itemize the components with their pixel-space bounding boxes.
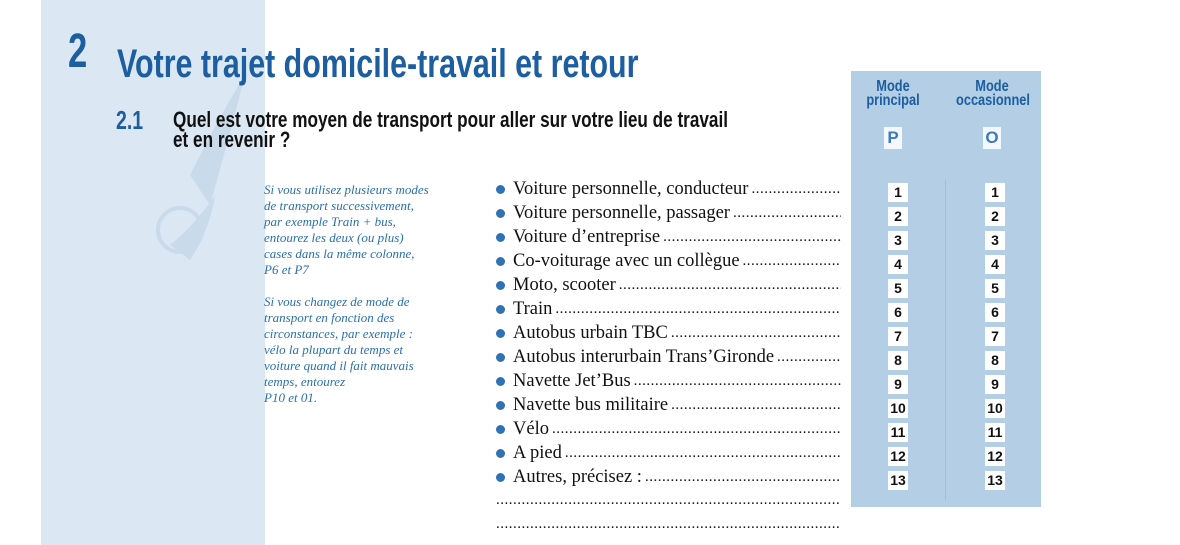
dot-leader	[733, 205, 841, 222]
code-box-principal[interactable]: 11	[888, 423, 908, 442]
mode-header-line: principal	[866, 92, 920, 109]
code-box-occasionnel[interactable]: 2	[985, 207, 1005, 226]
list-item	[496, 201, 841, 225]
bullet-icon	[496, 425, 505, 434]
code-box-occasionnel[interactable]: 7	[985, 327, 1005, 346]
code-box-occasionnel[interactable]: 1	[985, 183, 1005, 202]
other-answer-line[interactable]	[496, 492, 841, 509]
code-box-occasionnel[interactable]: 12	[985, 447, 1005, 466]
note-line: par exemple Train + bus,	[264, 214, 396, 229]
note-changing-modes	[264, 294, 474, 406]
note-line: cases dans la même colonne,	[264, 246, 415, 261]
code-box-principal[interactable]: 13	[888, 471, 908, 490]
note-line: de transport successivement,	[264, 198, 414, 213]
option-label: A pied	[513, 442, 562, 463]
bullet-icon	[496, 401, 505, 410]
code-box-occasionnel[interactable]: 8	[985, 351, 1005, 370]
list-item	[496, 297, 841, 321]
section-title: Votre trajet domicile-travail et retour	[117, 42, 639, 86]
note-line: Si vous utilisez plusieurs modes	[264, 182, 429, 197]
list-item	[496, 417, 841, 441]
code-box-occasionnel[interactable]: 3	[985, 231, 1005, 250]
other-answer-line[interactable]	[496, 516, 841, 533]
option-label: Voiture personnelle, passager	[513, 202, 730, 223]
note-line: Si vous changez de mode de	[264, 294, 410, 309]
bullet-icon	[496, 233, 505, 242]
option-label: Navette Jet’Bus	[513, 370, 631, 391]
bullet-icon	[496, 305, 505, 314]
code-box-principal[interactable]: 9	[888, 375, 908, 394]
code-box-occasionnel[interactable]: 13	[985, 471, 1005, 490]
code-box-principal[interactable]: 6	[888, 303, 908, 322]
code-box-principal[interactable]: 1	[888, 183, 908, 202]
code-box-occasionnel[interactable]: 5	[985, 279, 1005, 298]
dot-leader	[565, 445, 841, 462]
list-item	[496, 225, 841, 249]
mode-header-line: occasionnel	[956, 92, 1030, 109]
note-multiple-modes	[264, 182, 474, 278]
code-box-occasionnel[interactable]: 11	[985, 423, 1005, 442]
code-box-principal[interactable]: 12	[888, 447, 908, 466]
dot-leader	[663, 229, 841, 246]
option-label: Co-voiturage avec un collègue	[513, 250, 740, 271]
option-label: Vélo	[513, 418, 549, 439]
list-item	[496, 177, 841, 201]
list-item	[496, 345, 841, 369]
note-line: P10 et 01.	[264, 390, 318, 405]
question-line-2: et en revenir ?	[173, 127, 291, 152]
question-title	[173, 107, 729, 152]
principal-code-column	[888, 183, 908, 495]
list-item	[496, 393, 841, 417]
bullet-icon	[496, 449, 505, 458]
option-label: Autobus urbain TBC	[513, 322, 668, 343]
bullet-icon	[496, 209, 505, 218]
mode-occasionnel-key: O	[983, 127, 1001, 149]
note-line: P6 et P7	[264, 262, 309, 277]
mode-header-line: Mode	[876, 78, 910, 95]
transport-options-list	[496, 177, 841, 489]
option-label: Autobus interurbain Trans’Gironde	[513, 346, 775, 367]
option-label: Train	[513, 298, 553, 319]
code-box-principal[interactable]: 2	[888, 207, 908, 226]
bullet-icon	[496, 377, 505, 386]
dot-leader	[645, 469, 841, 486]
mode-header-line: Mode	[975, 78, 1009, 95]
mode-principal-header	[857, 80, 929, 108]
mode-panel	[851, 71, 1041, 507]
section-number: 2	[68, 25, 88, 78]
mode-occasionnel-header	[956, 80, 1028, 108]
dot-leader	[777, 349, 841, 366]
code-box-principal[interactable]: 7	[888, 327, 908, 346]
code-box-occasionnel[interactable]: 4	[985, 255, 1005, 274]
option-label: Voiture personnelle, conducteur	[513, 178, 749, 199]
code-box-occasionnel[interactable]: 9	[985, 375, 1005, 394]
note-line: temps, entourez	[264, 374, 346, 389]
mode-divider	[945, 180, 946, 500]
dot-leader	[671, 397, 841, 414]
bullet-icon	[496, 281, 505, 290]
dot-leader	[671, 325, 841, 342]
code-box-principal[interactable]: 4	[888, 255, 908, 274]
bullet-icon	[496, 185, 505, 194]
list-item	[496, 249, 841, 273]
code-box-principal[interactable]: 5	[888, 279, 908, 298]
note-line: vélo la plupart du temps et	[264, 342, 404, 357]
code-box-principal[interactable]: 10	[888, 399, 908, 418]
code-box-principal[interactable]: 3	[888, 231, 908, 250]
note-line: circonstances, par exemple :	[264, 326, 413, 341]
code-box-occasionnel[interactable]: 10	[985, 399, 1005, 418]
mode-principal-key: P	[884, 127, 902, 149]
note-line: transport en fonction des	[264, 310, 395, 325]
dot-leader	[743, 253, 841, 270]
list-item	[496, 321, 841, 345]
code-box-principal[interactable]: 8	[888, 351, 908, 370]
list-item	[496, 369, 841, 393]
dot-leader	[751, 181, 841, 198]
bullet-icon	[496, 353, 505, 362]
option-label: Autres, précisez :	[513, 466, 642, 487]
subsection-number: 2.1	[116, 105, 144, 135]
note-line: entourez les deux (ou plus)	[264, 230, 404, 245]
dot-leader	[552, 421, 841, 438]
note-line: voiture quand il fait mauvais	[264, 358, 414, 373]
list-item	[496, 465, 841, 489]
bullet-icon	[496, 329, 505, 338]
list-item	[496, 273, 841, 297]
dot-leader	[634, 373, 841, 390]
code-box-occasionnel[interactable]: 6	[985, 303, 1005, 322]
occasionnel-code-column	[985, 183, 1005, 495]
bullet-icon	[496, 257, 505, 266]
option-label: Voiture d’entreprise	[513, 226, 661, 247]
option-label: Navette bus militaire	[513, 394, 669, 415]
question-line-1: Quel est votre moyen de transport pour aller sur votre lieu de travail	[173, 107, 729, 132]
bullet-icon	[496, 473, 505, 482]
dot-leader	[619, 277, 841, 294]
dot-leader	[555, 301, 841, 318]
option-label: Moto, scooter	[513, 274, 616, 295]
list-item	[496, 441, 841, 465]
